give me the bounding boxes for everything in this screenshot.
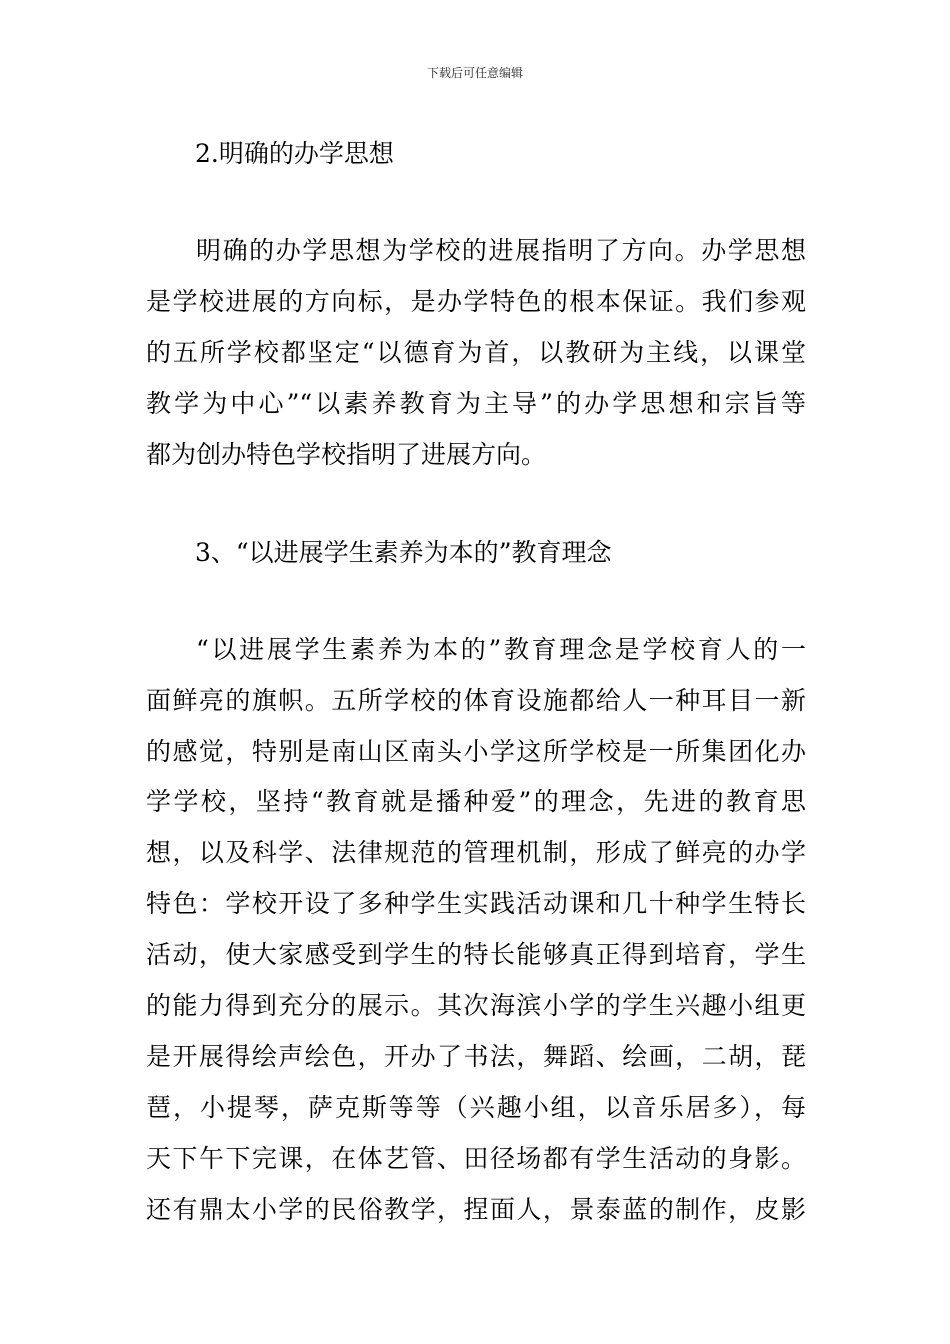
paragraph-line: “以进展学生素养为本的”教育理念是学校育人的一 — [196, 635, 806, 664]
paragraph-line: 是开展得绘声绘色，开办了书法，舞蹈、绘画，二胡，琵 — [146, 1042, 806, 1071]
paragraph-line: 的五所学校都坚定“以德育为首，以教研为主线，以课堂 — [146, 338, 806, 367]
paragraph-line: 都为创办特色学校指明了进展方向。 — [146, 440, 547, 469]
paragraph-line: 明确的办学思想为学校的进展指明了方向。办学思想 — [196, 236, 806, 265]
paragraph-line: 学学校，坚持“教育就是播种爱”的理念，先进的教育思 — [146, 787, 806, 816]
section-3-heading: 3、“以进展学生素养为本的”教育理念 — [195, 538, 612, 567]
section-2-heading: 2.明确的办学思想 — [195, 139, 394, 168]
paragraph-line: 的能力得到充分的展示。其次海滨小学的学生兴趣小组更 — [146, 991, 806, 1020]
paragraph-line: 面鲜亮的旗帜。五所学校的体育设施都给人一种耳目一新 — [146, 686, 806, 715]
paragraph-line: 琶，小提琴，萨克斯等等（兴趣小组，以音乐居多），每 — [146, 1093, 806, 1122]
paragraph-line: 还有鼎太小学的民俗教学，捏面人，景泰蓝的制作，皮影 — [146, 1195, 806, 1224]
paragraph-line: 活动，使大家感受到学生的特长能够真正得到培育，学生 — [146, 940, 806, 969]
paragraph-line: 特色：学校开设了多种学生实践活动课和几十种学生特长 — [146, 889, 806, 918]
paragraph-line: 的感觉，特别是南山区南头小学这所学校是一所集团化办 — [146, 737, 806, 766]
paragraph-line: 想，以及科学、法律规范的管理机制，形成了鲜亮的办学 — [146, 838, 806, 867]
paragraph-line: 天下午下完课，在体艺管、田径场都有学生活动的身影。 — [146, 1144, 806, 1173]
paragraph-line: 教学为中心”“以素养教育为主导”的办学思想和宗旨等 — [146, 389, 806, 418]
paragraph-line: 是学校进展的方向标，是办学特色的根本保证。我们参观 — [146, 287, 806, 316]
page-header: 下载后可任意编辑 — [426, 66, 523, 80]
